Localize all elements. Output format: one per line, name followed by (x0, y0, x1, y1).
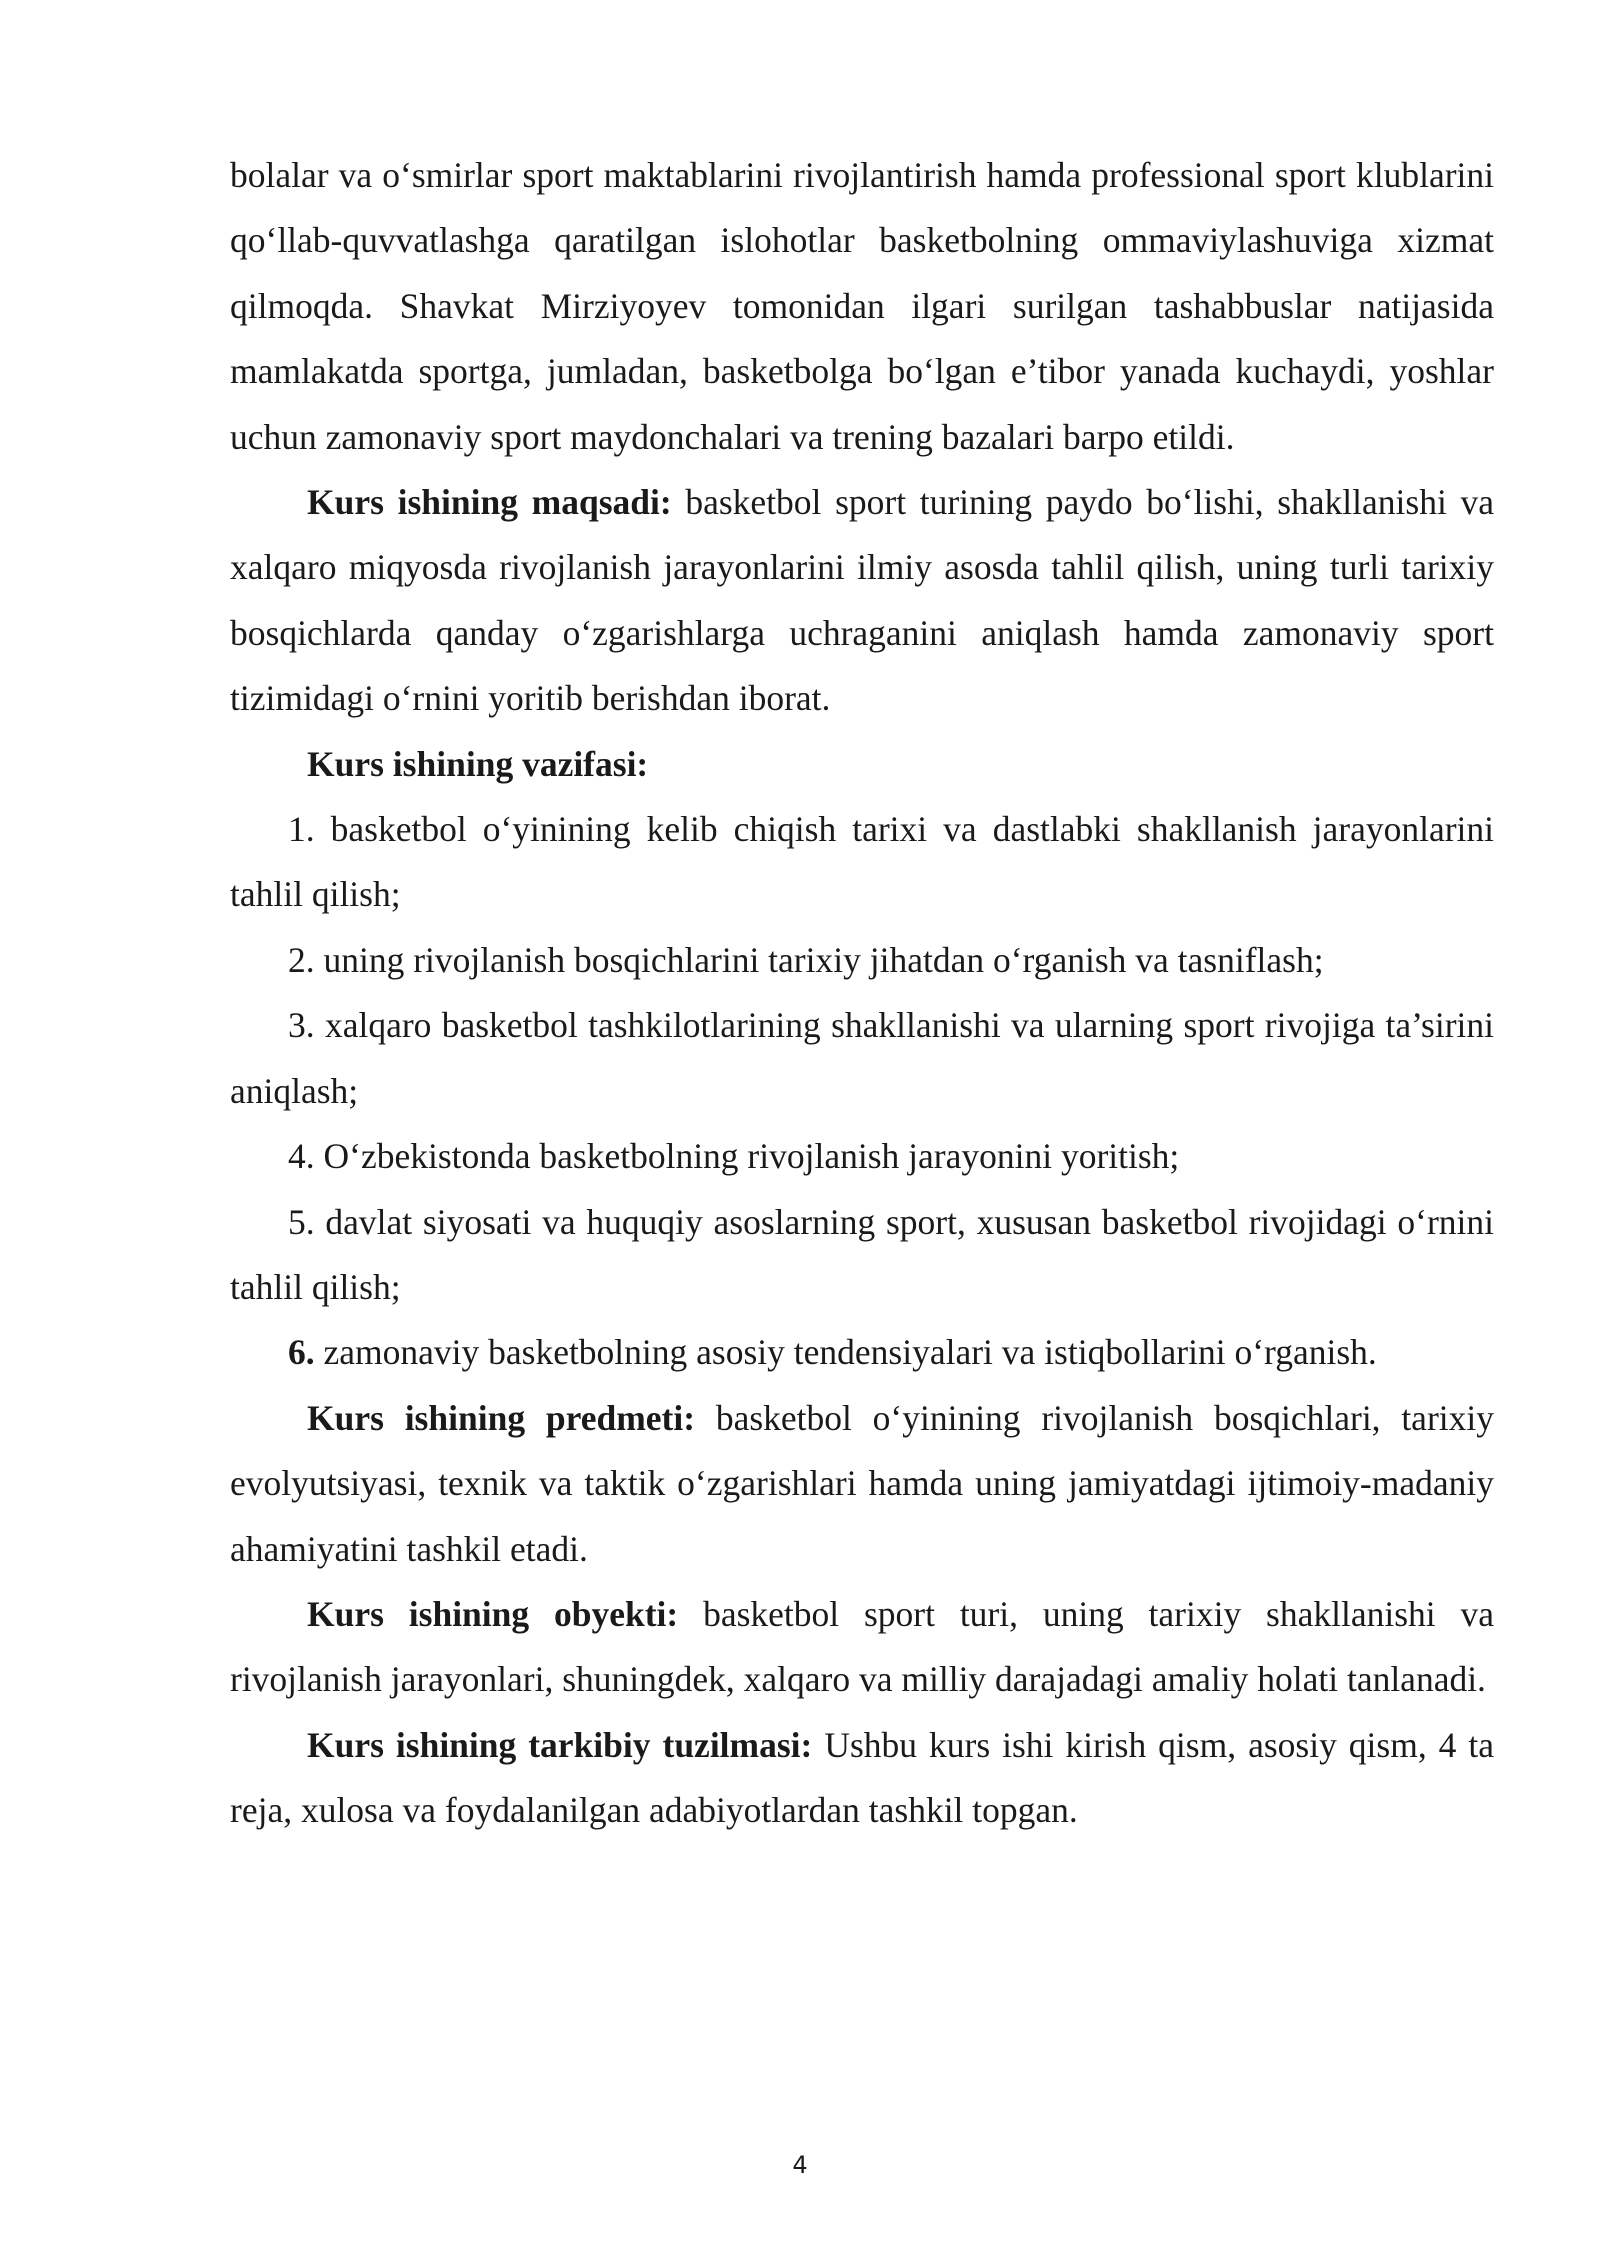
tasks-label: Kurs ishining vazifasi: (307, 743, 649, 784)
task-text: uning rivojlanish bosqichlarini tarixiy jihatdan o‘rganish va tasniflash; (314, 939, 1324, 980)
task-number: 3. (288, 1005, 315, 1046)
task-item (230, 797, 1494, 928)
structure-text: Ushbu kurs ishi kirish qism, asosiy qism, 4 ta reja, xulosa va foydalanilgan adabiyotlardan tashkil topgan. (230, 1724, 1494, 1831)
subject-paragraph (230, 1386, 1494, 1582)
task-item (230, 993, 1494, 1124)
object-text: basketbol sport turi, uning tarixiy shakllanishi va rivojlanish jarayonlari, shuningdek, xalqaro va milliy darajadagi amaliy holati tanlanadi. (230, 1593, 1494, 1700)
task-text: zamonaviy basketbolning asosiy tendensiyalari va istiqbollarini o‘rganish. (314, 1332, 1377, 1373)
task-text: O‘zbekistonda basketbolning rivojlanish jarayonini yoritish; (314, 1136, 1180, 1177)
goal-text: basketbol sport turining paydo bo‘lishi, shakllanishi va xalqaro miqyosda rivojlanish jarayonlarini ilmiy asosda tahlil qilish, uning turli tarixiy bosqichlarda qanday o‘zgarishlarga uchraganini aniqlash hamda zamonaviy sport tizimidagi o‘rnini yoritib berishdan iborat. (230, 482, 1494, 719)
task-item (230, 1190, 1494, 1321)
goal-paragraph (230, 470, 1494, 732)
subject-text: basketbol o‘yinining rivojlanish bosqichlari, tarixiy evolyutsiyasi, texnik va taktik o‘zgarishlari hamda uning jamiyatdagi ijtimoiy-madaniy ahamiyatini tashkil etadi. (230, 1397, 1494, 1569)
task-number: 1. (288, 809, 315, 850)
object-paragraph (230, 1582, 1494, 1713)
tasks-heading (230, 732, 1494, 797)
task-number: 2. (288, 939, 315, 980)
task-item (230, 1124, 1494, 1189)
subject-label: Kurs ishining predmeti: (307, 1397, 696, 1438)
task-number: 5. (288, 1201, 315, 1242)
task-number: 6. (288, 1332, 315, 1373)
page-number: 4 (792, 2151, 808, 2179)
task-text: davlat siyosati va huquqiy asoslarning sport, xususan basketbol rivojidagi o‘rnini tahlil qilish; (230, 1201, 1494, 1307)
goal-label: Kurs ishining maqsadi: (307, 482, 672, 523)
object-label: Kurs ishining obyekti: (307, 1593, 679, 1634)
task-text: basketbol o‘yinining kelib chiqish tarixi va dastlabki shakllanish jarayonlarini tahlil qilish; (230, 809, 1494, 915)
structure-paragraph (230, 1713, 1494, 1844)
task-text: xalqaro basketbol tashkilotlarining shakllanishi va ularning sport rivojiga ta’sirini aniqlash; (230, 1005, 1494, 1111)
structure-label: Kurs ishining tarkibiy tuzilmasi: (307, 1724, 813, 1765)
task-number: 4. (288, 1136, 315, 1177)
intro-paragraph: bolalar va o‘smirlar sport maktablarini rivojlantirish hamda professional sport klublarini qo‘llab-quvvatlashga qaratilgan islohotlar basketbolning ommaviylashuviga xizmat qilmoqda. Shavkat Mirziyoyev tomonidan ilgari surilgan tashabbuslar natijasida mamlakatda sportga, jumladan, basketbolga bo‘lgan e’tibor yanada kuchaydi, yoshlar uchun zamonaviy sport maydonchalari va trening bazalari barpo etildi. (230, 155, 1494, 457)
task-item (230, 928, 1494, 993)
task-item (230, 1320, 1494, 1385)
document-body (230, 143, 1494, 1844)
